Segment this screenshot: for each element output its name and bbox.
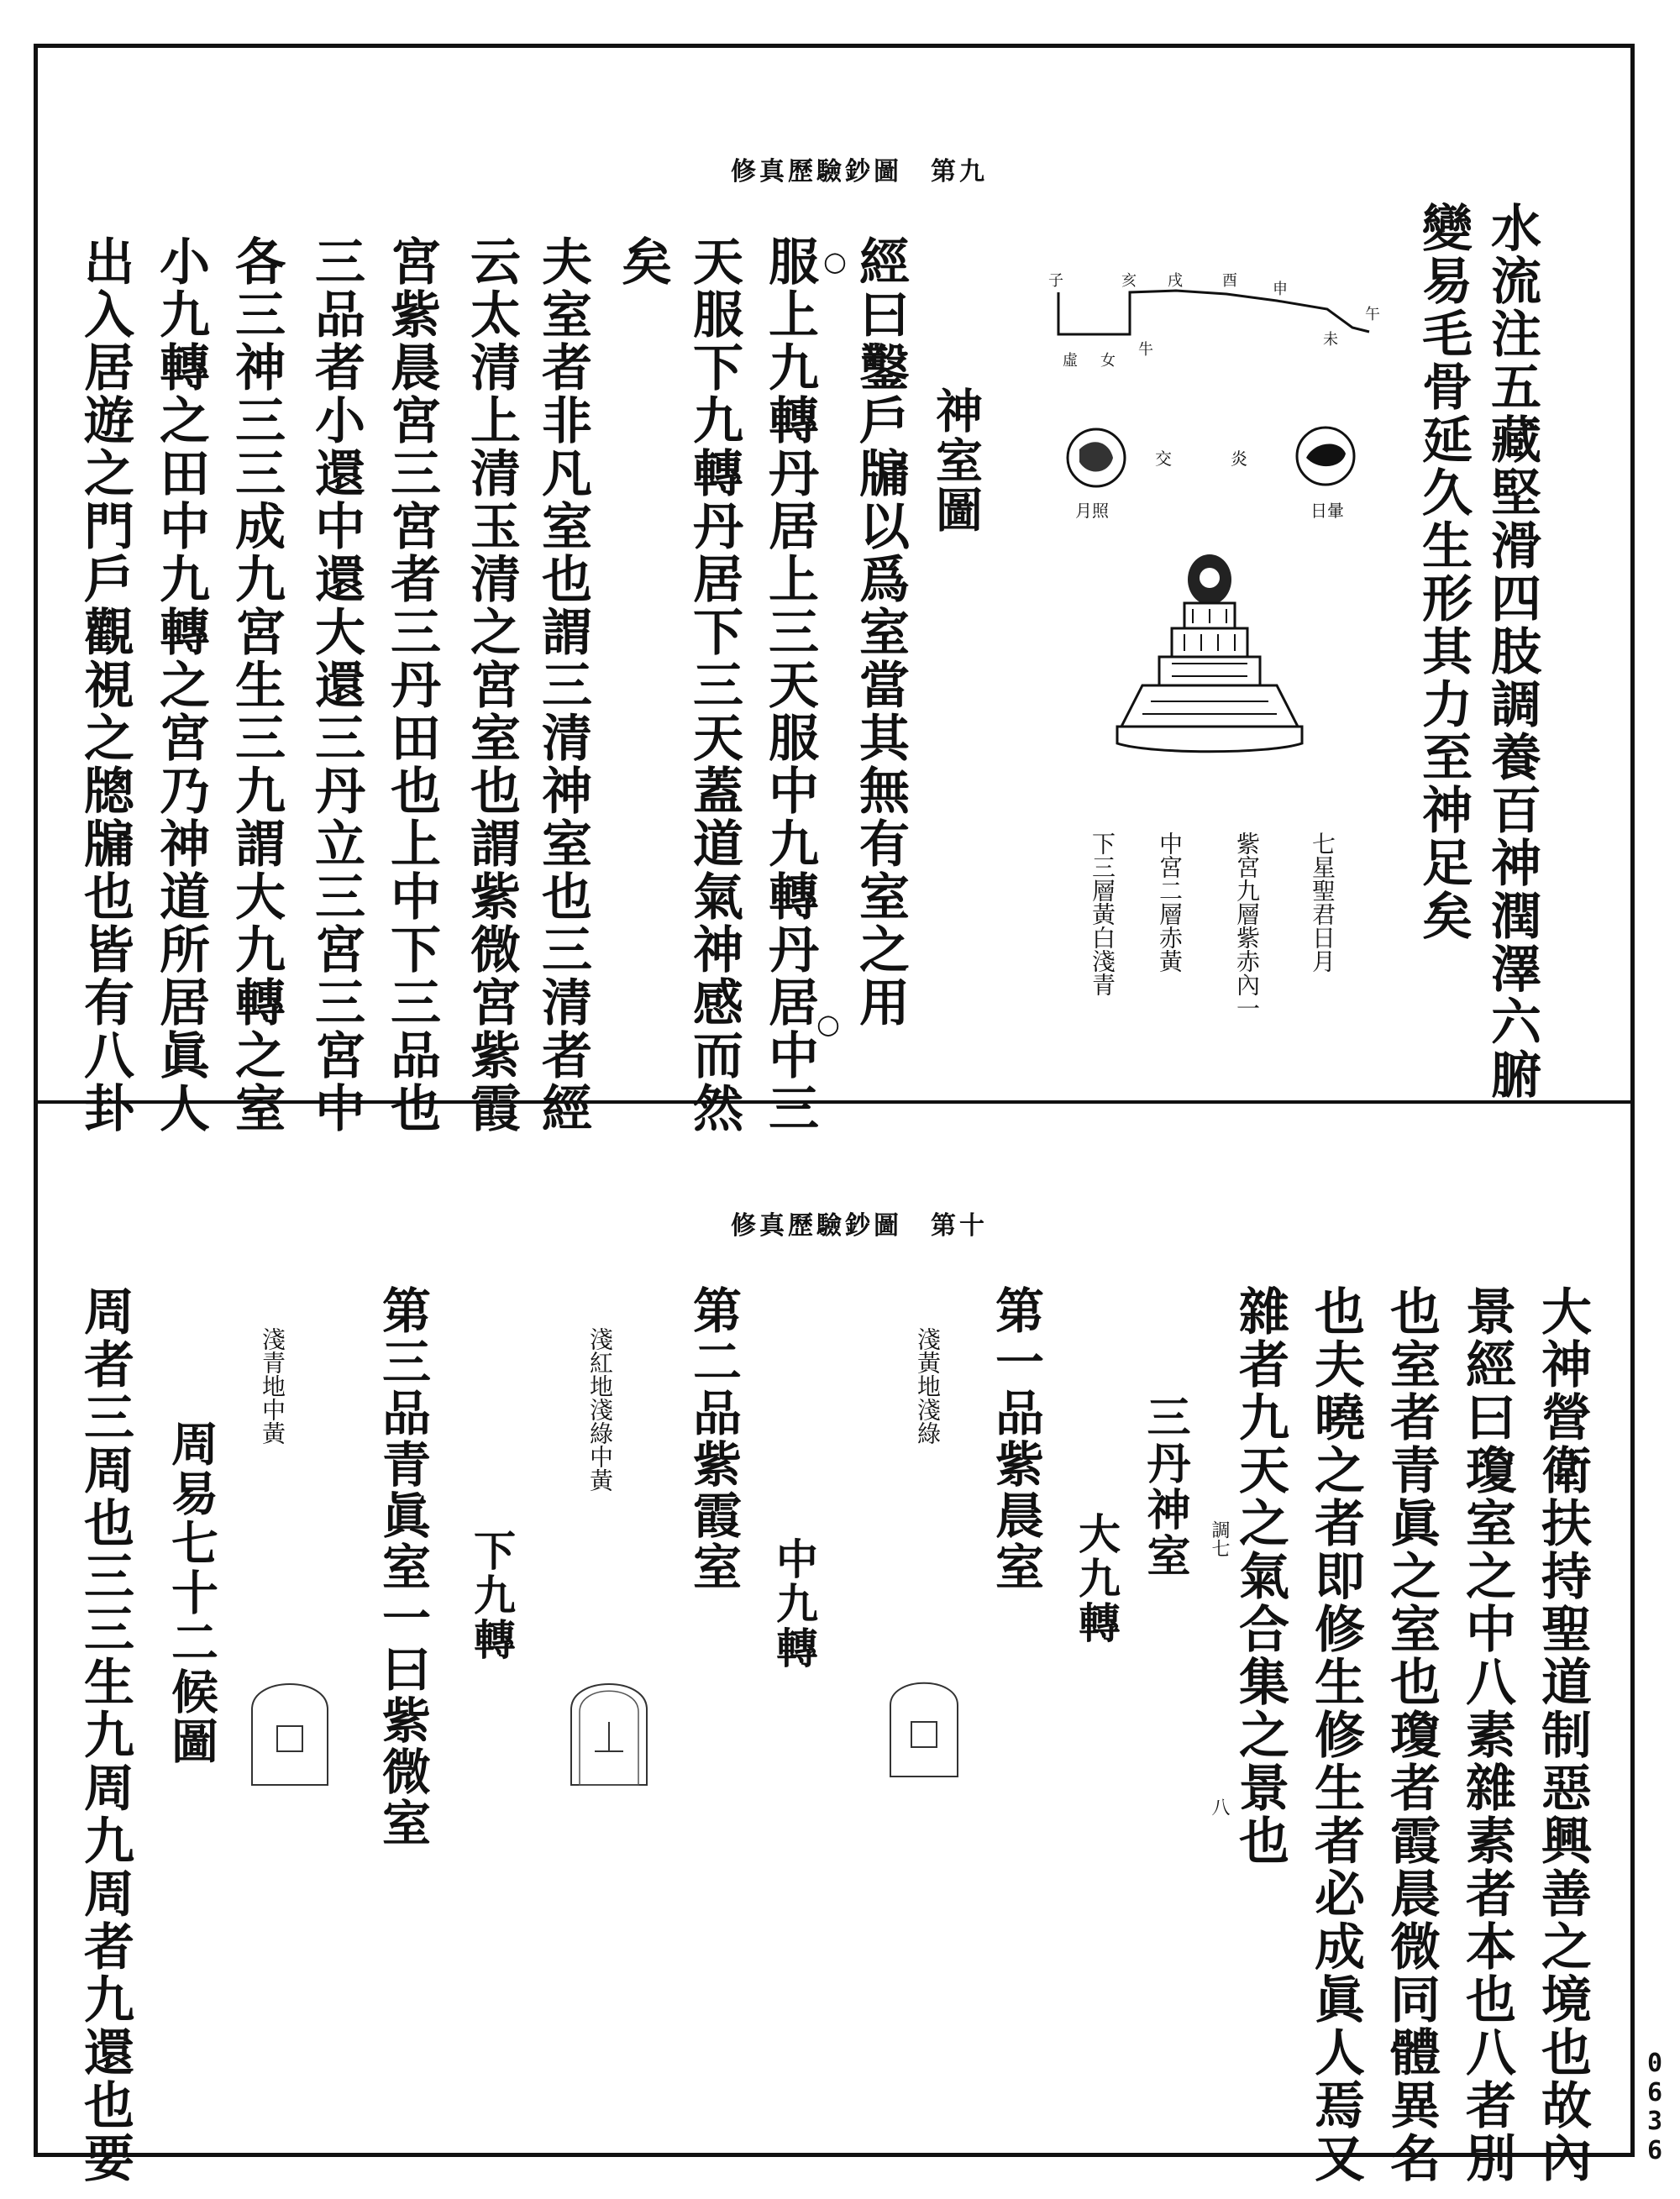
diagram-note-3: 中宮二層赤黃 — [1156, 832, 1184, 973]
rank-3-chamber-icon — [244, 1672, 336, 1789]
rank-3-name: 第三品青眞室一曰紫微室 — [374, 1285, 431, 1849]
zhouyi-figure-title: 周易七十二候圖 — [164, 1420, 219, 1766]
star-label-1: 亥 — [1121, 272, 1137, 290]
rank-3-color: 淺青地中黃 — [259, 1327, 286, 1445]
star-label2-0: 虛 — [1063, 352, 1078, 370]
star-label-0: 子 — [1048, 272, 1063, 290]
bottom-running-header: 修真歷驗鈔圖 第十 — [731, 1211, 988, 1241]
moon-sub-label: 月照 — [1075, 501, 1109, 521]
page-number — [1642, 2049, 1667, 2165]
star-label-4: 申 — [1273, 281, 1288, 298]
top-col-6: 矣 — [613, 235, 672, 288]
top-col-13: 出入居遊之門戶觀視之牕牖也皆有八卦 — [76, 235, 134, 1135]
top-col-1: 水流注五藏堅滑四肢調養百神潤澤六腑 — [1483, 202, 1541, 1101]
top-running-header: 修真歷驗鈔圖 第九 — [731, 157, 988, 186]
bottom-col-2: 景經曰瓊室之中八素雜素者本也八者別 — [1457, 1285, 1516, 2185]
rank-2-color: 淺紅地淺綠中黃 — [586, 1327, 614, 1492]
sun-moon-diagram — [1050, 416, 1386, 525]
rank-1-name: 第一品紫晨室 — [987, 1285, 1044, 1593]
top-col-7: 夫室者非凡室也謂三清神室也三清者經 — [533, 235, 592, 1135]
star-label-6: 午 — [1365, 306, 1380, 323]
top-col-4: 服上九轉丹居上三天服中九轉丹居中三 — [760, 235, 819, 1135]
mid-label-1: 炎 — [1231, 449, 1247, 469]
rank-2-chamber-icon — [563, 1672, 655, 1789]
pagoda-figure — [1100, 546, 1319, 764]
circle-mark-1: ○ — [819, 245, 851, 277]
top-col-12: 小九轉之田中九轉之宮乃神道所居眞人 — [151, 235, 210, 1135]
rank-2-name: 第二品紫霞室 — [685, 1285, 742, 1593]
diagram-note-1: 七星聖君日月 — [1309, 832, 1336, 973]
rank-2-rotation: 中九轉 — [769, 1537, 819, 1671]
star-label-3: 酉 — [1222, 272, 1237, 290]
top-col-11: 各三神三三成九宮生三九謂大九轉之室 — [227, 235, 286, 1135]
circle-mark-2: ○ — [812, 1008, 844, 1040]
figure-title-shenshi: 神室圖 — [928, 386, 984, 535]
top-col-9: 宮紫晨宮三宮者三丹田也上中下三品也 — [382, 235, 441, 1135]
top-col-8: 云太清上清玉清之宮室也謂紫微宮紫霞 — [462, 235, 521, 1135]
diagram-note-4: 下三層黃白淺青 — [1089, 832, 1116, 996]
bottom-col-5: 雜者九天之氣合集之景也 — [1231, 1285, 1289, 1867]
star-label-2: 戌 — [1168, 272, 1183, 290]
star-label2-1: 女 — [1100, 352, 1116, 370]
rank-3-rotation: 下九轉 — [467, 1529, 517, 1662]
top-col-5: 天服下九轉丹居下三天蓋道氣神感而然 — [685, 235, 743, 1135]
small-note-tiao: 調七 — [1209, 1520, 1230, 1557]
diagram-note-2: 紫宮九層紫赤內一 — [1233, 832, 1261, 1020]
top-col-2: 變易毛骨延久生形其力至神足矣 — [1414, 202, 1473, 942]
small-note-ba: 八 — [1209, 1798, 1230, 1816]
sandan-title: 三丹神室 — [1139, 1394, 1190, 1579]
rank-1-rotation: 大九轉 — [1072, 1512, 1121, 1645]
rank-1-color: 淺黃地淺綠 — [914, 1327, 942, 1445]
moon-figure — [1079, 442, 1113, 471]
mid-label-0: 交 — [1155, 449, 1172, 469]
sun-sub-label: 日暈 — [1310, 501, 1344, 521]
bottom-last-col: 周者三周也三三生九周九周者九還也要 — [76, 1285, 134, 2185]
top-col-10: 三品者小還中還大還三丹立三宮三宮中 — [307, 235, 365, 1135]
star-label-5: 未 — [1323, 331, 1338, 349]
sun-bird — [1306, 444, 1346, 467]
star-hexagram-diagram — [1033, 260, 1386, 378]
bottom-col-1: 大神營衛扶持聖道制惡興善之境也故內 — [1533, 1285, 1592, 2185]
bottom-col-4: 也夫曉之者即修生修生者必成眞人焉又 — [1306, 1285, 1365, 2185]
bottom-col-3: 也室者青眞之室也瓊者霞晨微同體異名 — [1382, 1285, 1441, 2185]
top-col-3: 經曰鑿戶牖以爲室當其無有室之用 — [851, 235, 910, 1029]
page-number-digits: 0636 — [1646, 2049, 1663, 2165]
star-label2-2: 牛 — [1138, 341, 1153, 359]
rank-1-chamber-icon — [882, 1672, 966, 1781]
